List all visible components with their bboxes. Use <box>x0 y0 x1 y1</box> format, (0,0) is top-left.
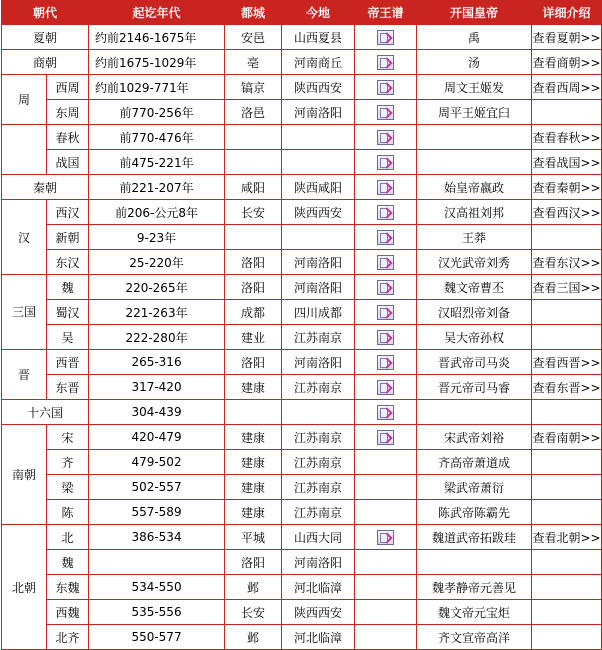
today-cell <box>282 400 355 425</box>
detail-cell <box>532 425 602 450</box>
detail-cell <box>532 525 602 550</box>
dynasty-cell: 东周 <box>47 100 89 125</box>
detail-cell <box>532 275 602 300</box>
table-row <box>2 225 602 250</box>
emperor-list-cell <box>355 625 417 650</box>
dynasty-cell: 梁 <box>47 475 89 500</box>
detail-cell <box>532 100 602 125</box>
founder-cell: 齐高帝萧道成 <box>417 450 532 475</box>
table-row <box>2 100 602 125</box>
emperor-list-cell <box>355 75 417 100</box>
founder-cell: 王莽 <box>417 225 532 250</box>
detail-link[interactable]: 查看商朝>> <box>532 55 601 70</box>
header-founder: 开国皇帝 <box>417 1 532 25</box>
table-row <box>2 75 602 100</box>
detail-cell <box>532 375 602 400</box>
dynasty-cell: 北齐 <box>47 625 89 650</box>
today-cell <box>282 125 355 150</box>
capital-cell <box>225 225 282 250</box>
header-capital: 都城 <box>225 1 282 25</box>
detail-cell <box>532 200 602 225</box>
years-cell: 9-23年 <box>89 225 225 250</box>
emperor-list-icon[interactable] <box>377 180 394 195</box>
years-cell: 222-280年 <box>89 325 225 350</box>
years-cell: 265-316 <box>89 350 225 375</box>
founder-cell: 魏文帝曹丕 <box>417 275 532 300</box>
dynasty-cell: 秦朝 <box>2 175 89 200</box>
years-cell: 约前2146-1675年 <box>89 25 225 50</box>
emperor-list-cell <box>355 50 417 75</box>
table-row <box>2 550 602 575</box>
detail-link[interactable]: 查看夏朝>> <box>532 30 601 45</box>
today-cell: 河南洛阳 <box>282 100 355 125</box>
detail-cell <box>532 500 602 525</box>
founder-cell: 汉昭烈帝刘备 <box>417 300 532 325</box>
emperor-list-cell <box>355 225 417 250</box>
table-row <box>2 475 602 500</box>
header-detail: 详细介绍 <box>532 1 602 25</box>
emperor-list-icon[interactable] <box>377 80 394 95</box>
emperor-list-cell <box>355 250 417 275</box>
dynasty-cell: 商朝 <box>2 50 89 75</box>
detail-cell <box>532 300 602 325</box>
table-row <box>2 600 602 625</box>
dynasty-cell: 春秋 <box>47 125 89 150</box>
capital-cell: 洛阳 <box>225 550 282 575</box>
founder-cell: 魏道武帝拓跋珪 <box>417 525 532 550</box>
emperor-list-icon[interactable] <box>377 255 394 270</box>
founder-cell: 汉高祖刘邦 <box>417 200 532 225</box>
emperor-list-cell <box>355 450 417 475</box>
today-cell <box>282 150 355 175</box>
years-cell: 550-577 <box>89 625 225 650</box>
emperor-list-icon[interactable] <box>377 430 394 445</box>
capital-cell: 安邑 <box>225 25 282 50</box>
today-cell: 山西夏县 <box>282 25 355 50</box>
table-row <box>2 350 602 375</box>
founder-cell: 梁武帝萧衍 <box>417 475 532 500</box>
dynasty-cell: 夏朝 <box>2 25 89 50</box>
today-cell: 江苏南京 <box>282 325 355 350</box>
table-row <box>2 200 602 225</box>
table-row <box>2 375 602 400</box>
today-cell: 江苏南京 <box>282 500 355 525</box>
emperor-list-icon[interactable] <box>377 380 394 395</box>
table-row <box>2 400 602 425</box>
table-row <box>2 300 602 325</box>
group-cell-han: 汉 <box>2 200 47 275</box>
today-cell: 河北临漳 <box>282 575 355 600</box>
capital-cell: 长安 <box>225 200 282 225</box>
today-cell: 陕西咸阳 <box>282 175 355 200</box>
group-cell-zhou: 周 <box>2 75 47 125</box>
today-cell: 河北临漳 <box>282 625 355 650</box>
emperor-list-cell <box>355 175 417 200</box>
detail-link[interactable]: 查看三国>> <box>532 280 601 295</box>
years-cell: 479-502 <box>89 450 225 475</box>
capital-cell: 洛阳 <box>225 275 282 300</box>
detail-cell <box>532 350 602 375</box>
dynasty-cell: 十六国 <box>2 400 89 425</box>
table-row <box>2 125 602 150</box>
emperor-list-icon[interactable] <box>377 305 394 320</box>
header-row <box>2 1 602 25</box>
founder-cell: 吴大帝孙权 <box>417 325 532 350</box>
today-cell: 河南洛阳 <box>282 275 355 300</box>
capital-cell: 邺 <box>225 625 282 650</box>
detail-link[interactable]: 查看西晋>> <box>532 355 601 370</box>
emperor-list-cell <box>355 475 417 500</box>
emperor-list-icon[interactable] <box>377 280 394 295</box>
dynasty-cell: 齐 <box>47 450 89 475</box>
years-cell: 534-550 <box>89 575 225 600</box>
years-cell: 220-265年 <box>89 275 225 300</box>
years-cell: 前475-221年 <box>89 150 225 175</box>
founder-cell: 齐文宣帝高洋 <box>417 625 532 650</box>
years-cell: 535-556 <box>89 600 225 625</box>
emperor-list-cell <box>355 300 417 325</box>
emperor-list-icon[interactable] <box>377 405 394 420</box>
years-cell: 557-589 <box>89 500 225 525</box>
table-row <box>2 575 602 600</box>
years-cell: 前770-476年 <box>89 125 225 150</box>
detail-cell <box>532 75 602 100</box>
founder-cell <box>417 125 532 150</box>
detail-link[interactable]: 查看战国>> <box>532 155 601 170</box>
detail-cell <box>532 450 602 475</box>
group-cell-blank <box>2 125 47 175</box>
dynasty-table <box>1 0 602 650</box>
detail-link[interactable]: 查看东晋>> <box>532 380 601 395</box>
detail-cell <box>532 600 602 625</box>
dynasty-cell: 东晋 <box>47 375 89 400</box>
group-cell-beichao: 北朝 <box>2 525 47 650</box>
founder-cell: 晋武帝司马炎 <box>417 350 532 375</box>
emperor-list-icon[interactable] <box>377 130 394 145</box>
founder-cell: 周文王姬发 <box>417 75 532 100</box>
founder-cell <box>417 550 532 575</box>
emperor-list-cell <box>355 25 417 50</box>
today-cell: 江苏南京 <box>282 375 355 400</box>
table-row <box>2 450 602 475</box>
dynasty-cell: 西周 <box>47 75 89 100</box>
years-cell: 304-439 <box>89 400 225 425</box>
years-cell: 约前1675-1029年 <box>89 50 225 75</box>
emperor-list-cell <box>355 125 417 150</box>
table-row <box>2 250 602 275</box>
years-cell: 221-263年 <box>89 300 225 325</box>
capital-cell: 建康 <box>225 375 282 400</box>
emperor-list-cell <box>355 200 417 225</box>
founder-cell: 魏孝静帝元善见 <box>417 575 532 600</box>
header-years: 起讫年代 <box>89 1 225 25</box>
years-cell <box>89 550 225 575</box>
detail-link[interactable]: 查看西周>> <box>532 80 601 95</box>
emperor-list-icon[interactable] <box>377 30 394 45</box>
table-row <box>2 325 602 350</box>
dynasty-cell: 魏 <box>47 275 89 300</box>
emperor-list-cell <box>355 325 417 350</box>
dynasty-cell: 西魏 <box>47 600 89 625</box>
detail-cell <box>532 475 602 500</box>
years-cell: 前221-207年 <box>89 175 225 200</box>
founder-cell: 汉光武帝刘秀 <box>417 250 532 275</box>
emperor-list-cell <box>355 350 417 375</box>
dynasty-cell: 陈 <box>47 500 89 525</box>
emperor-list-cell <box>355 375 417 400</box>
founder-cell: 禹 <box>417 25 532 50</box>
detail-cell <box>532 25 602 50</box>
today-cell: 河南洛阳 <box>282 250 355 275</box>
capital-cell: 建康 <box>225 475 282 500</box>
founder-cell: 陈武帝陈霸先 <box>417 500 532 525</box>
emperor-list-cell <box>355 550 417 575</box>
emperor-list-cell <box>355 275 417 300</box>
today-cell: 山西大同 <box>282 525 355 550</box>
emperor-list-cell <box>355 400 417 425</box>
dynasty-cell: 新朝 <box>47 225 89 250</box>
detail-cell <box>532 250 602 275</box>
capital-cell: 镐京 <box>225 75 282 100</box>
founder-cell: 汤 <box>417 50 532 75</box>
emperor-list-icon[interactable] <box>377 230 394 245</box>
table-row <box>2 25 602 50</box>
today-cell: 河南洛阳 <box>282 350 355 375</box>
years-cell: 317-420 <box>89 375 225 400</box>
dynasty-cell: 北 <box>47 525 89 550</box>
capital-cell: 建业 <box>225 325 282 350</box>
dynasty-cell: 蜀汉 <box>47 300 89 325</box>
capital-cell: 洛邑 <box>225 100 282 125</box>
detail-cell <box>532 575 602 600</box>
detail-cell <box>532 50 602 75</box>
founder-cell <box>417 400 532 425</box>
emperor-list-icon[interactable] <box>377 55 394 70</box>
table-row <box>2 525 602 550</box>
emperor-list-icon[interactable] <box>377 330 394 345</box>
capital-cell: 亳 <box>225 50 282 75</box>
emperor-list-cell <box>355 525 417 550</box>
dynasty-cell: 吴 <box>47 325 89 350</box>
detail-cell <box>532 125 602 150</box>
founder-cell: 晋元帝司马睿 <box>417 375 532 400</box>
table-row <box>2 500 602 525</box>
emperor-list-icon[interactable] <box>377 105 394 120</box>
detail-cell <box>532 225 602 250</box>
emperor-list-cell <box>355 500 417 525</box>
years-cell: 420-479 <box>89 425 225 450</box>
emperor-list-cell <box>355 150 417 175</box>
table-row <box>2 150 602 175</box>
detail-link[interactable]: 查看北朝>> <box>532 530 601 545</box>
emperor-list-icon[interactable] <box>377 205 394 220</box>
today-cell: 河南洛阳 <box>282 550 355 575</box>
group-cell-sanguo: 三国 <box>2 275 47 350</box>
dynasty-cell: 战国 <box>47 150 89 175</box>
years-cell: 前206-公元8年 <box>89 200 225 225</box>
detail-link[interactable]: 查看南朝>> <box>532 430 601 445</box>
dynasty-cell: 宋 <box>47 425 89 450</box>
years-cell: 前770-256年 <box>89 100 225 125</box>
years-cell: 约前1029-771年 <box>89 75 225 100</box>
today-cell: 江苏南京 <box>282 425 355 450</box>
detail-cell <box>532 150 602 175</box>
today-cell: 陕西西安 <box>282 600 355 625</box>
group-cell-jin: 晋 <box>2 350 47 400</box>
emperor-list-icon[interactable] <box>377 355 394 370</box>
detail-link[interactable]: 查看西汉>> <box>532 205 601 220</box>
header-dynasty: 朝代 <box>2 1 89 25</box>
table-row <box>2 625 602 650</box>
detail-link[interactable]: 查看春秋>> <box>532 130 601 145</box>
capital-cell: 咸阳 <box>225 175 282 200</box>
emperor-list-cell <box>355 425 417 450</box>
capital-cell <box>225 150 282 175</box>
today-cell <box>282 225 355 250</box>
emperor-list-icon[interactable] <box>377 530 394 545</box>
today-cell: 陕西西安 <box>282 75 355 100</box>
years-cell: 502-557 <box>89 475 225 500</box>
emperor-list-cell <box>355 100 417 125</box>
dynasty-cell: 西汉 <box>47 200 89 225</box>
capital-cell: 成都 <box>225 300 282 325</box>
dynasty-cell: 东汉 <box>47 250 89 275</box>
detail-cell <box>532 550 602 575</box>
detail-cell <box>532 400 602 425</box>
emperor-list-cell <box>355 575 417 600</box>
dynasty-cell: 东魏 <box>47 575 89 600</box>
table-row <box>2 175 602 200</box>
today-cell: 江苏南京 <box>282 450 355 475</box>
founder-cell: 魏文帝元宝炬 <box>417 600 532 625</box>
founder-cell: 始皇帝嬴政 <box>417 175 532 200</box>
detail-cell <box>532 175 602 200</box>
header-today: 今地 <box>282 1 355 25</box>
table-row <box>2 425 602 450</box>
years-cell: 25-220年 <box>89 250 225 275</box>
today-cell: 四川成都 <box>282 300 355 325</box>
founder-cell <box>417 150 532 175</box>
capital-cell: 平城 <box>225 525 282 550</box>
capital-cell <box>225 125 282 150</box>
capital-cell: 建康 <box>225 425 282 450</box>
detail-link[interactable]: 查看东汉>> <box>532 255 601 270</box>
capital-cell: 建康 <box>225 450 282 475</box>
emperor-list-icon[interactable] <box>377 155 394 170</box>
years-cell: 386-534 <box>89 525 225 550</box>
founder-cell: 宋武帝刘裕 <box>417 425 532 450</box>
capital-cell: 长安 <box>225 600 282 625</box>
capital-cell: 洛阳 <box>225 350 282 375</box>
today-cell: 江苏南京 <box>282 475 355 500</box>
detail-cell <box>532 325 602 350</box>
capital-cell: 邺 <box>225 575 282 600</box>
emperor-list-cell <box>355 600 417 625</box>
founder-cell: 周平王姬宜臼 <box>417 100 532 125</box>
capital-cell <box>225 400 282 425</box>
detail-cell <box>532 625 602 650</box>
dynasty-cell: 西晋 <box>47 350 89 375</box>
capital-cell: 洛阳 <box>225 250 282 275</box>
dynasty-cell: 魏 <box>47 550 89 575</box>
group-cell-nanchao: 南朝 <box>2 425 47 525</box>
table-row <box>2 50 602 75</box>
table-row <box>2 275 602 300</box>
detail-link[interactable]: 查看秦朝>> <box>532 180 601 195</box>
capital-cell: 建康 <box>225 500 282 525</box>
header-emperor-list: 帝王谱 <box>355 1 417 25</box>
today-cell: 河南商丘 <box>282 50 355 75</box>
today-cell: 陕西西安 <box>282 200 355 225</box>
